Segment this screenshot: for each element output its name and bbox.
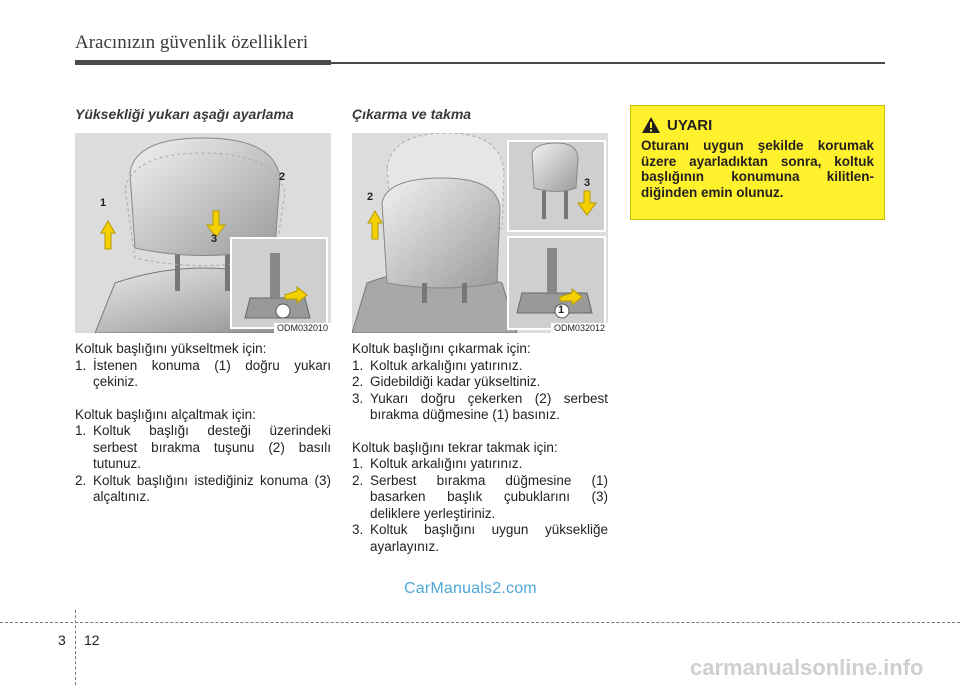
figure-label-1: 1: [558, 304, 565, 316]
figure-headrest-removal: [352, 133, 608, 333]
step-text: İstenen konuma (1) doğru yukarı çekiniz.: [93, 357, 331, 389]
remove-intro: Koltuk başlığını çıkarmak için:: [352, 341, 531, 356]
footer-rule: [0, 622, 960, 623]
headrest-removal-illustration: [352, 133, 608, 333]
figure-headrest-height: [75, 133, 331, 333]
step-number: 2.: [75, 472, 87, 488]
step-number: 1.: [352, 456, 364, 471]
lower-step: [75, 423, 331, 473]
figure-code: ODM032010: [274, 323, 331, 333]
warning-text: Oturanı uygun şekilde korumak üzere ayarladıktan sonra, koltuk başlığının konumuna kilitlendiğinden emin olunuz.: [641, 138, 874, 200]
step-text: Koltuk başlığını istediğiniz konuma (3) alçaltınız.: [93, 472, 331, 504]
left-column-text: [75, 341, 331, 506]
remove-step: [352, 391, 608, 424]
step-number: 3.: [352, 522, 364, 537]
step-number: 3.: [352, 390, 364, 406]
figure-label-1: 1: [100, 197, 107, 209]
figure-label-2: 2: [279, 171, 286, 183]
section-title-remove-install: Çıkarma ve takma: [352, 106, 472, 122]
figure-label-3: 3: [584, 177, 591, 189]
footer-page-number: 12: [84, 632, 100, 648]
step-text: Koltuk arkalığını yatırınız.: [370, 357, 523, 373]
footer-chapter-number: 3: [58, 632, 66, 648]
step-text: Koltuk arkalığını yatırınız.: [370, 456, 523, 471]
header-title: Aracınızın güvenlik özellikleri: [75, 32, 309, 53]
step-text: Serbest bırakma düğmesine (1) basarken başlık çubuklarını (3) deliklere yerleştiriniz.: [370, 472, 608, 521]
footer-divider: [75, 610, 76, 685]
step-text: Koltuk başlığını uygun yüksekliğe ayarlayınız.: [370, 522, 608, 554]
step-number: 1.: [75, 423, 87, 438]
remove-step: [352, 358, 608, 375]
step-text: Koltuk başlığı desteği üzerindeki serbest bırakma tuşunu (2) basılı tutunuz.: [93, 423, 331, 471]
headrest-height-illustration: [75, 133, 331, 333]
figure-code: ODM032012: [551, 323, 608, 333]
step-number: 2.: [352, 472, 364, 488]
warning-triangle-icon: [641, 116, 661, 134]
figure-label-3: 3: [211, 233, 218, 245]
step-number: 1.: [75, 357, 87, 373]
lower-step: [75, 473, 331, 506]
install-intro: Koltuk başlığını tekrar takmak için:: [352, 439, 558, 455]
warning-title: UYARI: [667, 116, 713, 134]
step-text: Gidebildiği kadar yükseltiniz.: [370, 374, 541, 389]
install-step: [352, 456, 608, 473]
raise-intro: Koltuk başlığını yükseltmek için:: [75, 341, 267, 356]
header-rule-thick: [75, 60, 331, 65]
lower-intro: Koltuk başlığını alçaltmak için:: [75, 406, 256, 422]
watermark-carmanuals[interactable]: CarManuals2.com: [404, 580, 537, 597]
raise-step: [75, 358, 331, 391]
install-step: [352, 473, 608, 523]
step-number: 1.: [352, 357, 364, 373]
step-number: 2.: [352, 374, 364, 389]
install-step: [352, 522, 608, 555]
remove-step: [352, 374, 608, 391]
warning-box: [630, 105, 885, 220]
header-rule-thin: [331, 62, 885, 64]
warning-header: [641, 116, 874, 134]
step-text: Yukarı doğru çekerken (2) serbest bırakma düğmesine (1) basınız.: [370, 390, 608, 422]
watermark-online: carmanualsonline.info: [690, 655, 924, 680]
figure-label-2: 2: [367, 191, 374, 203]
section-title-height-adjust: Yüksekliği yukarı aşağı ayarlama: [75, 106, 294, 122]
middle-column-text: [352, 341, 608, 555]
